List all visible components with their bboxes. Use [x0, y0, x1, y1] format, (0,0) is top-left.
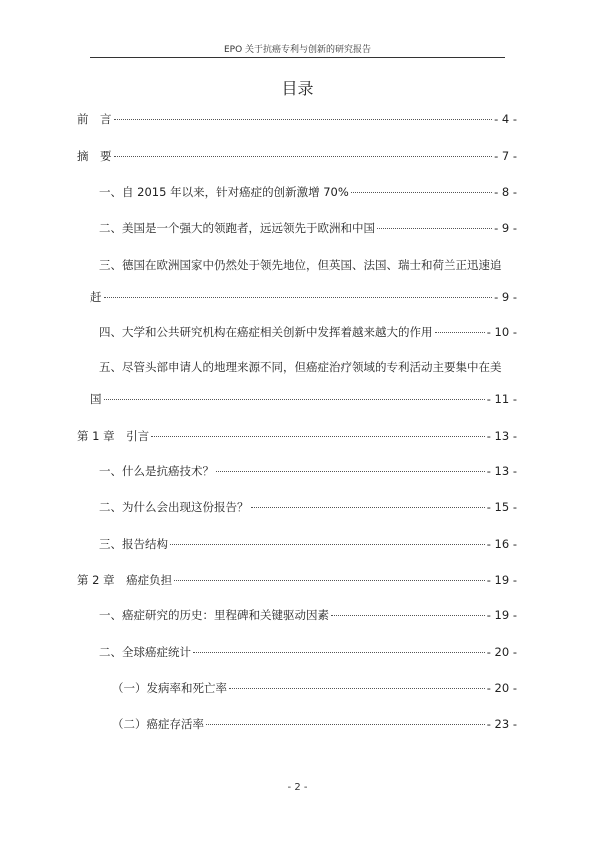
toc-entry-abstract-5[interactable]: [90, 390, 517, 408]
dot-leader: [251, 507, 485, 508]
toc-entry-chapter-2-2[interactable]: [99, 643, 517, 661]
dot-leader: [151, 436, 485, 437]
toc-entry-chapter-1-3[interactable]: [99, 535, 517, 553]
dot-leader: [114, 156, 493, 157]
toc-entry-label: 第 2 章 癌症负担: [77, 573, 173, 587]
toc-entry-chapter-1[interactable]: [77, 427, 517, 445]
dot-leader: [170, 544, 485, 545]
toc-entry-chapter-2-2-1[interactable]: [112, 679, 517, 697]
toc-entry-page: - 13 -: [486, 464, 517, 478]
toc-entry-page: - 13 -: [486, 429, 517, 443]
toc-entry-page: - 4 -: [494, 112, 517, 126]
toc-entry-label: 赶: [90, 290, 102, 304]
toc-entry-abstract[interactable]: [77, 147, 517, 165]
toc-entry-label: 国: [90, 392, 102, 406]
toc-entry-chapter-1-1[interactable]: [99, 462, 517, 480]
dot-leader: [351, 192, 492, 193]
toc-entry-abstract-3-line1[interactable]: 三、德国在欧洲国家中仍然处于领先地位，但英国、法国、瑞士和荷兰正迅速追: [99, 258, 502, 272]
toc-entry-label: 二、为什么会出现这份报告？: [99, 500, 249, 514]
toc-entry-chapter-2-1[interactable]: [99, 606, 517, 624]
toc-entry-page: - 16 -: [486, 537, 517, 551]
dot-leader: [206, 724, 485, 725]
toc-entry-label: 一、什么是抗癌技术？: [99, 464, 214, 478]
toc-entry-label: 三、报告结构: [99, 537, 168, 551]
dot-leader: [193, 652, 485, 653]
toc-entry-abstract-1[interactable]: [99, 183, 517, 201]
page-number: - 2 -: [287, 782, 308, 793]
toc-entry-page: - 20 -: [486, 645, 517, 659]
toc-entry-label: 四、大学和公共研究机构在癌症相关创新中发挥着越来越大的作用: [99, 325, 433, 339]
toc-entry-chapter-2-2-2[interactable]: [112, 715, 517, 733]
toc-entry-page: - 9 -: [494, 290, 517, 304]
toc-entry-label: （一）发病率和死亡率: [112, 681, 227, 695]
toc-entry-label: （二）癌症存活率: [112, 717, 204, 731]
toc-entry-chapter-1-2[interactable]: [99, 498, 517, 516]
dot-leader: [104, 399, 485, 400]
dot-leader: [114, 119, 493, 120]
toc-entry-page: - 20 -: [486, 681, 517, 695]
toc-entry-page: - 7 -: [494, 149, 517, 163]
header-rule: [90, 57, 505, 58]
dot-leader: [216, 471, 485, 472]
running-header: EPO 关于抗癌专利与创新的研究报告: [223, 45, 372, 55]
toc-entry-page: - 9 -: [494, 221, 517, 235]
toc-entry-abstract-5-line1[interactable]: 五、尽管头部申请人的地理来源不同，但癌症治疗领域的专利活动主要集中在美: [99, 360, 502, 374]
toc-entry-page: - 11 -: [486, 392, 517, 406]
toc-entry-label: 二、全球癌症统计: [99, 645, 191, 659]
toc-entry-label: 一、自 2015 年以来，针对癌症的创新激增 70%: [99, 185, 349, 199]
toc-entry-abstract-4[interactable]: [99, 323, 517, 341]
toc-entry-label: 第 1 章 引言: [77, 429, 150, 443]
toc-entry-label: 前 言: [77, 112, 112, 126]
toc-entry-page: - 15 -: [486, 500, 517, 514]
toc-entry-abstract-2[interactable]: [99, 219, 517, 237]
toc-entry-preface[interactable]: [77, 110, 517, 128]
toc-entry-label: 二、美国是一个强大的领跑者，远远领先于欧洲和中国: [99, 221, 375, 235]
dot-leader: [104, 297, 493, 298]
toc-entry-page: - 19 -: [486, 608, 517, 622]
toc-title: 目录: [281, 79, 314, 98]
dot-leader: [377, 228, 492, 229]
toc-entry-page: - 23 -: [486, 717, 517, 731]
dot-leader: [229, 688, 485, 689]
toc-entry-page: - 10 -: [486, 325, 517, 339]
toc-entry-chapter-2[interactable]: [77, 571, 517, 589]
dot-leader: [331, 615, 485, 616]
toc-entry-abstract-3[interactable]: [90, 288, 517, 306]
toc-entry-page: - 8 -: [494, 185, 517, 199]
toc-entry-page: - 19 -: [486, 573, 517, 587]
dot-leader: [174, 580, 485, 581]
dot-leader: [435, 332, 485, 333]
toc-entry-label: 摘 要: [77, 149, 112, 163]
toc-entry-label: 一、癌症研究的历史：里程碑和关键驱动因素: [99, 608, 329, 622]
